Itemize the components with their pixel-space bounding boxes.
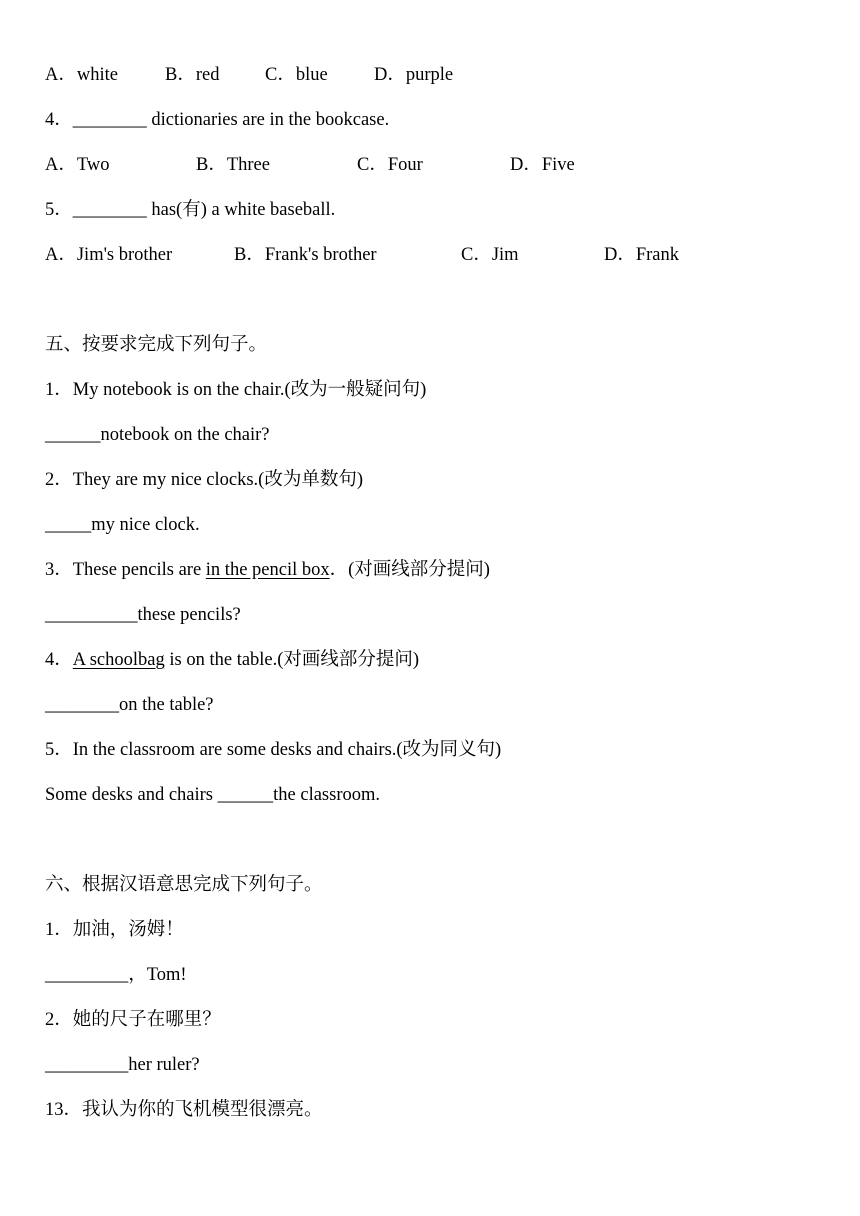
q4-option-a: A．Two (45, 155, 110, 175)
s6-item2-prompt: 2．她的尺子在哪里？ (45, 1010, 221, 1030)
q5-option-c: C．Jim (461, 245, 519, 265)
q3-option-b: B．red (165, 65, 220, 85)
s5-item4-prompt-after: is on the table.(对画线部分提问) (164, 650, 420, 670)
q4-stem: 4．________ dictionaries are in the bookcase. (45, 110, 390, 130)
q5-option-a: A．Jim's brother (45, 245, 173, 265)
s5-item2-prompt: 2．They are my nice clocks.(改为单数句) (45, 470, 364, 490)
s6-item1-prompt: 1．加油，汤姆！ (45, 920, 184, 940)
s5-item4-number: 4． (45, 650, 73, 670)
q4-option-b: B．Three (196, 155, 270, 175)
s5-item5-prompt: 5．In the classroom are some desks and chairs.(改为同义句) (45, 740, 502, 760)
s5-item2-answer: _____my nice clock. (45, 515, 200, 535)
section5-heading: 五、按要求完成下列句子。 (45, 335, 268, 355)
q3-option-a: A．white (45, 65, 118, 85)
s5-item1-prompt: 1．My notebook is on the chair.(改为一般疑问句) (45, 380, 427, 400)
s5-item4-prompt (45, 649, 419, 671)
q4-option-c: C．Four (357, 155, 423, 175)
s5-item4-answer: ________on the table? (45, 695, 214, 715)
s5-item3-prompt-before: 3．These pencils are (45, 560, 206, 580)
q4-option-d: D．Five (510, 155, 575, 175)
q3-option-c: C．blue (265, 65, 328, 85)
q5-stem: 5．________ has(有) a white baseball. (45, 200, 336, 220)
s5-item4-underlined: A schoolbag (72, 650, 165, 670)
s5-item5-answer: Some desks and chairs ______the classroom. (45, 785, 380, 805)
q5-option-d: D．Frank (604, 245, 680, 265)
q3-option-d: D．purple (374, 65, 454, 85)
s5-item3-prompt-after: ．(对画线部分提问) (329, 560, 490, 580)
s6-item1-answer: _________，Tom! (45, 965, 187, 985)
s6-item3-prompt: 13．我认为你的飞机模型很漂亮。 (45, 1100, 323, 1120)
s5-item3-prompt (45, 559, 490, 581)
s5-item1-answer: ______notebook on the chair? (45, 425, 270, 445)
s6-item2-answer: _________her ruler? (45, 1055, 200, 1075)
s5-item3-answer: __________these pencils? (45, 605, 241, 625)
s5-item3-underlined: in the pencil box (205, 560, 330, 580)
section6-heading: 六、根据汉语意思完成下列句子。 (45, 875, 323, 895)
q5-option-b: B．Frank's brother (234, 245, 377, 265)
